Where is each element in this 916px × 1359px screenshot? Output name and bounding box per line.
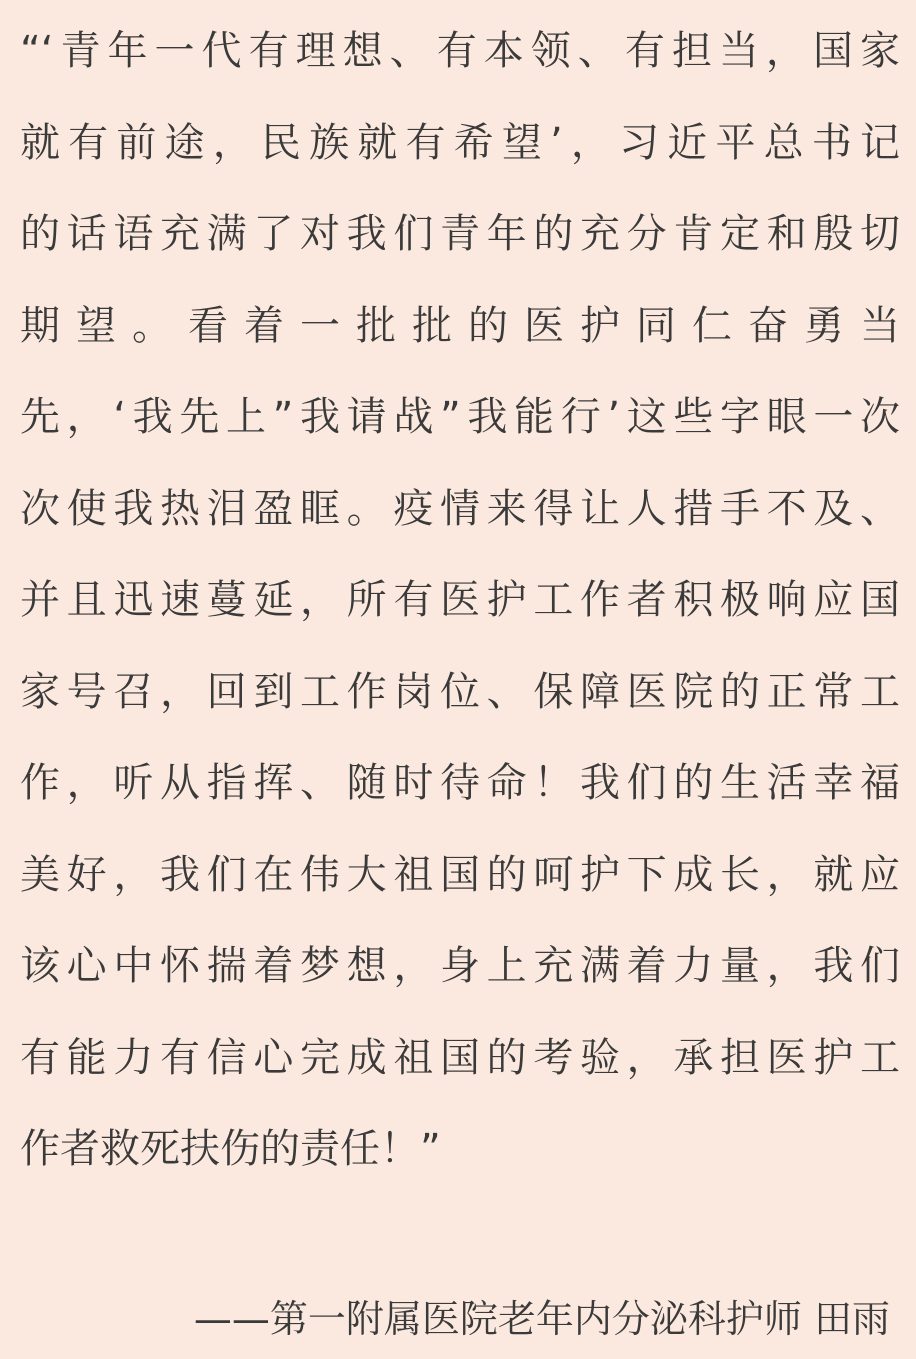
quote-line: 该心中怀揣着梦想，身上充满着力量，我们 — [20, 943, 900, 989]
author-signature: ——第一附属医院老年内分泌科护师 田雨 — [193, 1297, 890, 1341]
quote-line: 先，‘我先上”我请战”我能行’这些字眼一次 — [20, 394, 900, 440]
quote-line: 期望。看着一批批的医护同仁奋勇当 — [20, 302, 900, 349]
quote-line: 的话语充满了对我们青年的充分肯定和殷切 — [20, 211, 900, 257]
quote-line: 并且迅速蔓延，所有医护工作者积极响应国 — [20, 577, 900, 623]
quote-line: 有能力有信心完成祖国的考验，承担医护工 — [20, 1034, 900, 1081]
quote-line: 作，听从指挥、随时待命！我们的生活幸福 — [20, 760, 900, 806]
quote-line: 作者救死扶伤的责任！” — [20, 1126, 441, 1172]
quote-line: 就有前途，民族就有希望’，习近平总书记 — [20, 119, 900, 166]
quote-paragraph — [20, 6, 900, 1196]
quote-line: 次使我热泪盈眶。疫情来得让人措手不及、 — [20, 485, 900, 532]
quote-line: 美好，我们在伟大祖国的呵护下成长，就应 — [20, 851, 900, 898]
quote-line: “‘青年一代有理想、有本领、有担当，国家 — [20, 28, 900, 74]
quote-line: 家号召，回到工作岗位、保障医院的正常工 — [20, 668, 900, 715]
